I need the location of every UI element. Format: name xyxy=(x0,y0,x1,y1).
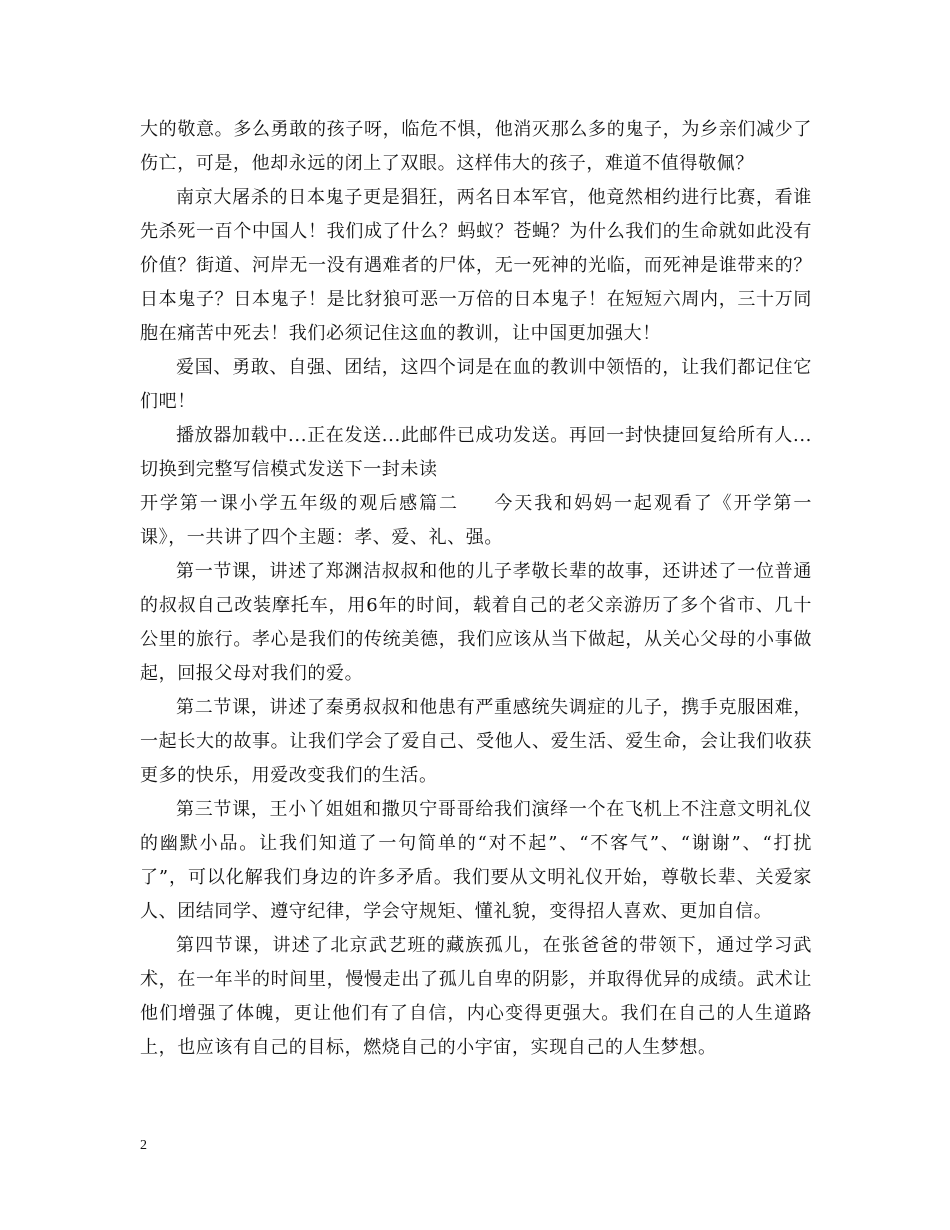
section-heading-line xyxy=(140,487,812,555)
section-title: 开学第一课小学五年级的观后感篇二 xyxy=(140,493,459,514)
paragraph-4: 播放器加载中...正在发送...此邮件已成功发送。再回一封快捷回复给所有人...切换到完整写信模式发送下一封未读 xyxy=(140,425,812,480)
document-body xyxy=(140,113,812,1065)
paragraph-1: 大的敬意。多么勇敢的孩子呀，临危不惧，他消灭那么多的鬼子，为乡亲们减少了伤亡，可是，他却永远的闭上了双眼。这样伟大的孩子，难道不值得敬佩？ xyxy=(140,119,812,174)
page-number: 2 xyxy=(140,1138,147,1153)
paragraph-3: 爱国、勇敢、自强、团结，这四个词是在血的教训中领悟的，让我们都记住它们吧！ xyxy=(140,357,812,412)
section-intro: 今天我和妈妈一起观看了《开学第一课》，一共讲了四个主题：孝、爱、礼、强。 xyxy=(140,493,812,548)
paragraph-2: 南京大屠杀的日本鬼子更是猖狂，两名日本军官，他竟然相约进行比赛，看谁先杀死一百个中国人！我们成了什么？蚂蚁？苍蝇？为什么我们的生命就如此没有价值？街道、河岸无一没有遇难者的尸体，无一死神的光临，而死神是谁带来的？日本鬼子？日本鬼子！是比豺狼可恶一万倍的日本鬼子！在短短六周内，三十万同胞在痛苦中死去！我们必须记住这血的教训，让中国更加强大！ xyxy=(140,187,812,344)
paragraph-lesson-4: 第四节课，讲述了北京武艺班的藏族孤儿，在张爸爸的带领下，通过学习武术，在一年半的时间里，慢慢走出了孤儿自卑的阴影，并取得优异的成绩。武术让他们增强了体魄，更让他们有了自信，内心变得更强大。我们在自己的人生道路上，也应该有自己的目标，燃烧自己的小宇宙，实现自己的人生梦想。 xyxy=(140,935,812,1058)
paragraph-lesson-3: 第三节课，王小丫姐姐和撒贝宁哥哥给我们演绎一个在飞机上不注意文明礼仪的幽默小品。让我们知道了一句简单的“对不起”、“不客气”、“谢谢”、“打扰了”，可以化解我们身边的许多矛盾。我们要从文明礼仪开始，尊敬长辈、关爱家人、团结同学、遵守纪律，学会守规矩、懂礼貌，变得招人喜欢、更加自信。 xyxy=(140,799,812,922)
paragraph-lesson-2: 第二节课，讲述了秦勇叔叔和他患有严重感统失调症的儿子，携手克服困难，一起长大的故事。让我们学会了爱自己、受他人、爱生活、爱生命，会让我们收获更多的快乐，用爱改变我们的生活。 xyxy=(140,697,812,786)
paragraph-lesson-1: 第一节课，讲述了郑渊洁叔叔和他的儿子孝敬长辈的故事，还讲述了一位普通的叔叔自己改装摩托车，用6年的时间，载着自己的老父亲游历了多个省市、几十公里的旅行。孝心是我们的传统美德，我们应该从当下做起，从关心父母的小事做起，回报父母对我们的爱。 xyxy=(140,561,812,684)
